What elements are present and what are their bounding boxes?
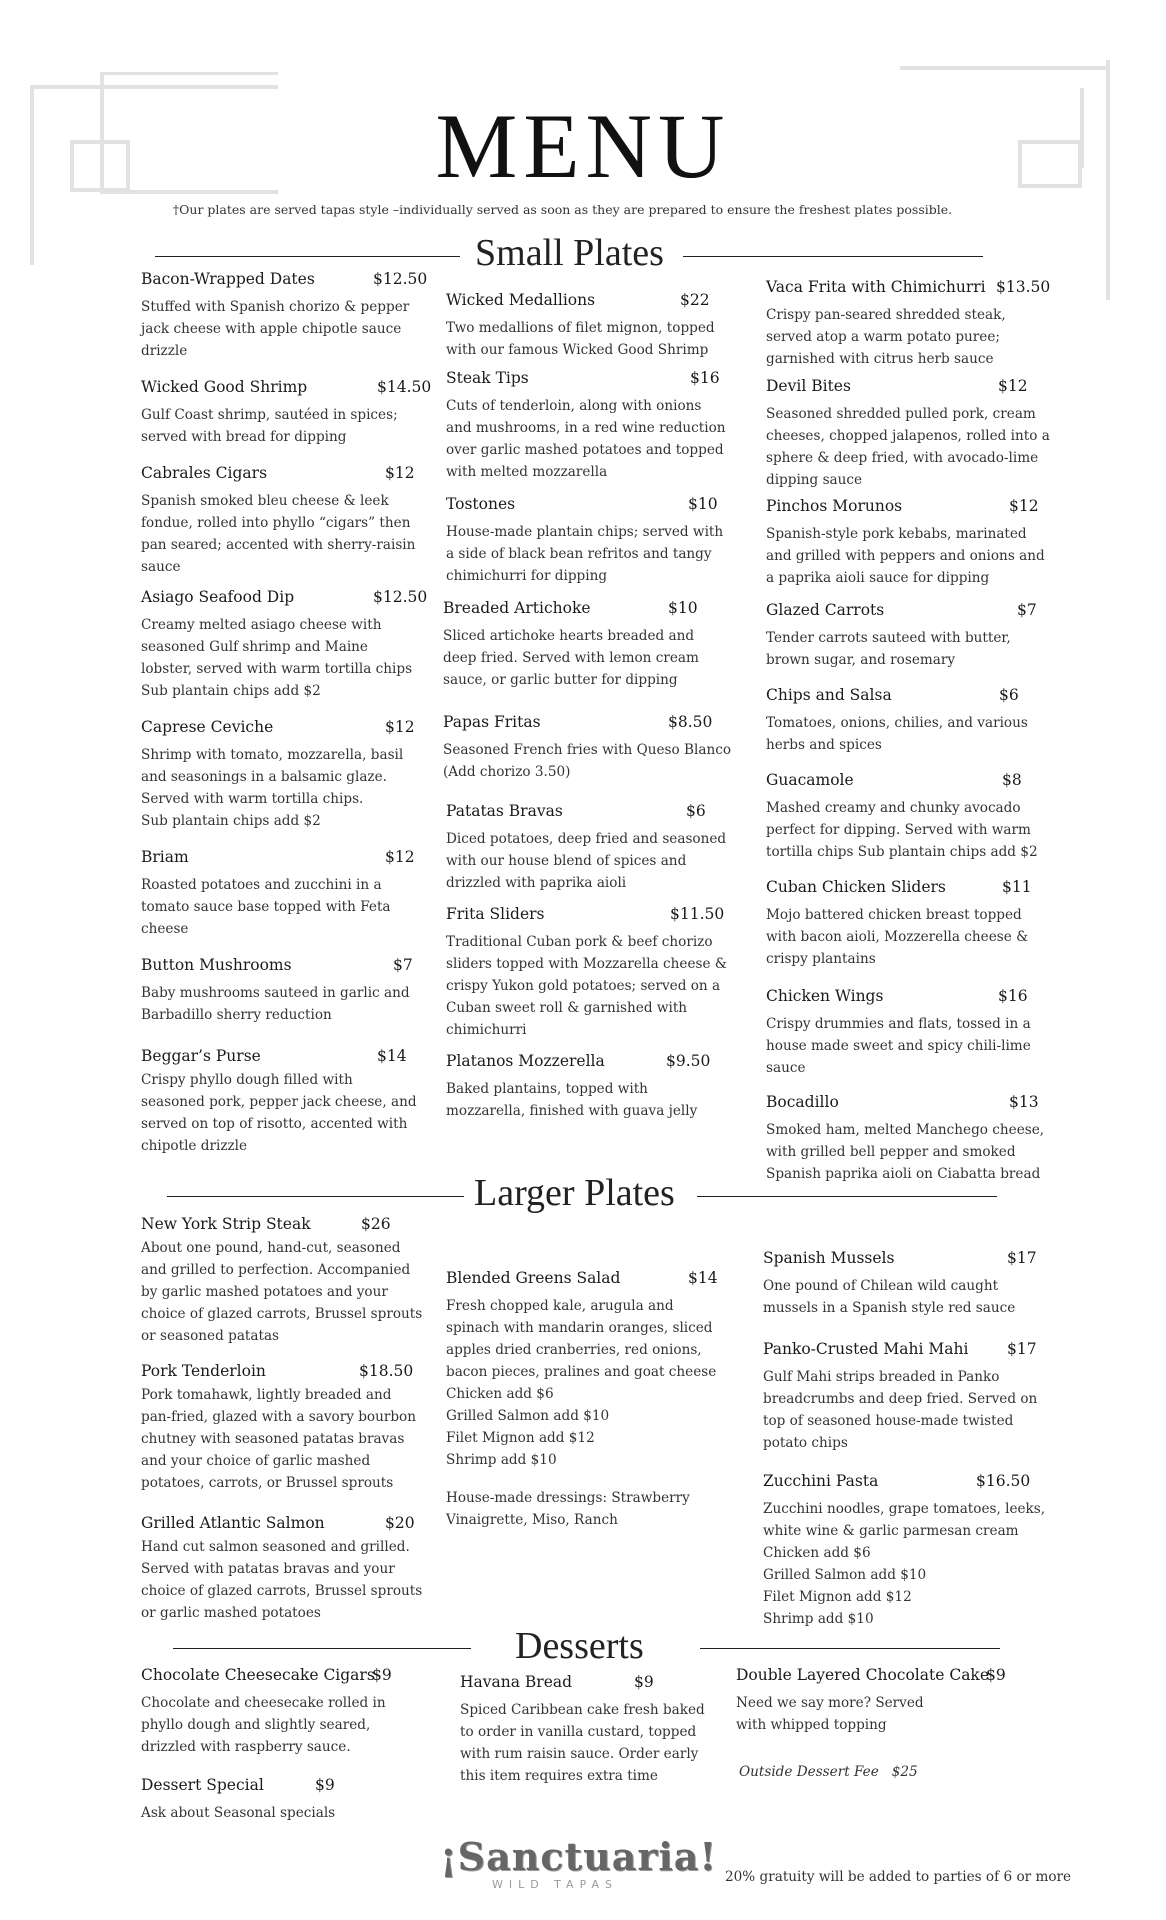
item-description: Mashed creamy and chunky avocado perfect for dipping. Served with warm tortilla chips Sub plantain chips add $2 bbox=[766, 800, 1038, 860]
item-description: Need we say more? Served with whipped topping bbox=[736, 1695, 924, 1733]
item-price: $9 bbox=[372, 1666, 392, 1684]
item-name: Double Layered Chocolate Cake bbox=[736, 1666, 989, 1684]
item-name: Wicked Good Shrimp bbox=[141, 378, 308, 396]
item-description: Gulf Coast shrimp, sautéed in spices; served with bread for dipping bbox=[141, 407, 398, 445]
item-price: $13.50 bbox=[996, 278, 1051, 296]
item-description: Seasoned French fries with Queso Blanco (Add chorizo 3.50) bbox=[443, 742, 732, 780]
menu-item-button-mushrooms bbox=[141, 956, 431, 1026]
divider-line bbox=[173, 1648, 471, 1649]
item-description: Roasted potatoes and zucchini in a tomato sauce base topped with Feta cheese bbox=[141, 877, 391, 937]
section-title: Desserts bbox=[515, 1625, 644, 1667]
menu-item-asiago-seafood-dip bbox=[141, 588, 431, 702]
menu-item-steak-tips bbox=[446, 369, 736, 483]
menu-item-tostones bbox=[446, 495, 736, 587]
item-description: Spanish smoked bleu cheese & leek fondue, rolled into phyllo “cigars” then pan seared; accented with sherry-raisin sauce bbox=[141, 493, 416, 575]
item-price: $11.50 bbox=[670, 905, 725, 923]
item-price: $6 bbox=[999, 686, 1019, 704]
menu-item-blended-greens-salad bbox=[446, 1269, 736, 1471]
item-description: Tomatoes, onions, chilies, and various herbs and spices bbox=[766, 715, 1028, 753]
item-description: Chocolate and cheesecake rolled in phyllo dough and slightly seared, drizzled with raspberry sauce. bbox=[141, 1695, 386, 1755]
item-description: Smoked ham, melted Manchego cheese, with grilled bell pepper and smoked Spanish paprika aioli on Ciabatta bread bbox=[766, 1122, 1045, 1182]
item-description: About one pound, hand-cut, seasoned and grilled to perfection. Accompanied by garlic mashed potatoes and your choice of glazed carrots, Brussel sprouts or seasoned patatas bbox=[141, 1240, 423, 1344]
item-description: Spiced Caribbean cake fresh baked to order in vanilla custard, topped with rum raisin sauce. Order early this item requires extra time bbox=[460, 1702, 705, 1784]
item-name: Briam bbox=[141, 848, 189, 866]
dessert-chocolate-cheesecake-cigars bbox=[141, 1666, 431, 1758]
divider-line bbox=[700, 1648, 1000, 1649]
menu-item-patatas-bravas bbox=[446, 802, 736, 894]
item-description: Tender carrots sauteed with butter, brown sugar, and rosemary bbox=[766, 630, 1011, 668]
item-price: $8 bbox=[1002, 771, 1022, 789]
item-description: Cuts of tenderloin, along with onions and mushrooms, in a red wine reduction over garlic mashed potatoes and topped with melted mozzarella bbox=[446, 398, 726, 480]
item-name: Blended Greens Salad bbox=[446, 1269, 621, 1287]
item-description: Sliced artichoke hearts breaded and deep fried. Served with lemon cream sauce, or garlic butter for dipping bbox=[443, 628, 699, 688]
menu-item-briam bbox=[141, 848, 431, 940]
item-price: $10 bbox=[688, 495, 718, 513]
menu-item-chips-and-salsa bbox=[766, 686, 1056, 756]
fee-label: Outside Dessert Fee bbox=[739, 1764, 879, 1780]
item-name: Button Mushrooms bbox=[141, 956, 292, 974]
item-description: Hand cut salmon seasoned and grilled. Served with patatas bravas and your choice of glazed carrots, Brussel sprouts or garlic mashed potatoes bbox=[141, 1539, 423, 1621]
menu-item-cabrales-cigars bbox=[141, 464, 431, 578]
item-price: $6 bbox=[686, 802, 706, 820]
item-price: $8.50 bbox=[668, 713, 713, 731]
item-description: One pound of Chilean wild caught mussels in a Spanish style red sauce bbox=[763, 1278, 1016, 1316]
menu-item-frita-sliders bbox=[446, 905, 736, 1041]
menu-item-zucchini-pasta bbox=[763, 1472, 1063, 1630]
salad-dressings-note: House-made dressings: Strawberry Vinaigrette, Miso, Ranch bbox=[446, 1490, 690, 1528]
item-name: Glazed Carrots bbox=[766, 601, 885, 619]
item-description: Zucchini noodles, grape tomatoes, leeks, white wine & garlic parmesan cream Chicken add $6 Grilled Salmon add $10 Filet Mignon add $12 Shrimp add $10 bbox=[763, 1501, 1046, 1627]
item-description: Traditional Cuban pork & beef chorizo sliders topped with Mozzarella cheese & crispy Yukon gold potatoes; served on a Cuban sweet roll & garnished with chimichurri bbox=[446, 934, 727, 1038]
item-price: $9 bbox=[634, 1673, 654, 1691]
menu-subtitle: †Our plates are served tapas style –individually served as soon as they are prepared to ensure the freshest plates possible. bbox=[172, 202, 953, 217]
item-price: $20 bbox=[385, 1514, 415, 1532]
item-price: $11 bbox=[1002, 878, 1032, 896]
item-name: Havana Bread bbox=[460, 1673, 573, 1691]
item-name: Cabrales Cigars bbox=[141, 464, 268, 482]
item-name: Patatas Bravas bbox=[446, 802, 563, 820]
item-description: Creamy melted asiago cheese with seasoned Gulf shrimp and Maine lobster, served with warm tortilla chips Sub plantain chips add $2 bbox=[141, 617, 413, 699]
menu-title: MENU bbox=[435, 95, 731, 197]
outside-dessert-fee bbox=[739, 1764, 918, 1780]
item-price: $17 bbox=[1007, 1340, 1037, 1358]
item-price: $16 bbox=[998, 987, 1028, 1005]
item-name: Bacon-Wrapped Dates bbox=[141, 270, 315, 288]
item-price: $9 bbox=[315, 1776, 335, 1794]
item-description: Ask about Seasonal specials bbox=[141, 1805, 336, 1821]
item-price: $14.50 bbox=[377, 378, 432, 396]
menu-item-chicken-wings bbox=[766, 987, 1056, 1079]
menu-item-spanish-mussels bbox=[763, 1249, 1053, 1319]
item-name: Papas Fritas bbox=[443, 713, 541, 731]
menu-item-bocadillo bbox=[766, 1093, 1066, 1185]
item-price: $22 bbox=[680, 291, 710, 309]
item-price: $13 bbox=[1009, 1093, 1039, 1111]
section-title: Larger Plates bbox=[474, 1172, 675, 1214]
menu-item-bacon-wrapped-dates bbox=[141, 270, 431, 362]
divider-line bbox=[683, 256, 983, 257]
item-name: Chicken Wings bbox=[766, 987, 884, 1005]
divider-line bbox=[155, 256, 460, 257]
item-description: Crispy drummies and flats, tossed in a house made sweet and spicy chili-lime sauce bbox=[766, 1016, 1031, 1076]
item-price: $12 bbox=[998, 377, 1028, 395]
logo-wordmark: ¡Sanctuaria! bbox=[440, 1834, 718, 1879]
item-name: Grilled Atlantic Salmon bbox=[141, 1514, 325, 1532]
item-name: Pork Tenderloin bbox=[141, 1362, 266, 1380]
item-name: Asiago Seafood Dip bbox=[141, 588, 295, 606]
menu-item-pinchos-morunos bbox=[766, 497, 1056, 589]
menu-item-wicked-good-shrimp bbox=[141, 378, 441, 448]
menu-item-vaca-frita bbox=[766, 278, 1056, 370]
item-description: Pork tomahawk, lightly breaded and pan-fried, glazed with a savory bourbon chutney with seasoned patatas bravas and your choice of garlic mashed potatoes, carrots, or Brussel sprouts bbox=[141, 1387, 416, 1491]
dessert-double-layered-chocolate-cake bbox=[736, 1666, 1056, 1736]
item-name: Breaded Artichoke bbox=[443, 599, 591, 617]
item-price: $14 bbox=[688, 1269, 718, 1287]
item-name: Cuban Chicken Sliders bbox=[766, 878, 946, 896]
item-price: $12 bbox=[385, 848, 415, 866]
item-price: $7 bbox=[393, 956, 413, 974]
item-name: Guacamole bbox=[766, 771, 854, 789]
item-description: Baked plantains, topped with mozzarella, finished with guava jelly bbox=[446, 1081, 698, 1119]
item-price: $12 bbox=[1009, 497, 1039, 515]
item-name: Panko-Crusted Mahi Mahi bbox=[763, 1340, 969, 1358]
item-price: $10 bbox=[668, 599, 698, 617]
item-name: Vaca Frita with Chimichurri bbox=[766, 278, 986, 296]
menu-item-wicked-medallions bbox=[446, 291, 736, 361]
item-name: Chips and Salsa bbox=[766, 686, 892, 704]
item-name: Devil Bites bbox=[766, 377, 851, 395]
menu-item-cuban-chicken-sliders bbox=[766, 878, 1056, 970]
item-description: Two medallions of filet mignon, topped with our famous Wicked Good Shrimp bbox=[446, 320, 715, 358]
item-description: Baby mushrooms sauteed in garlic and Barbadillo sherry reduction bbox=[141, 985, 410, 1023]
menu-item-caprese-ceviche bbox=[141, 718, 431, 832]
divider-line bbox=[697, 1196, 997, 1197]
item-name: Wicked Medallions bbox=[446, 291, 596, 309]
menu-item-guacamole bbox=[766, 771, 1056, 863]
item-name: Frita Sliders bbox=[446, 905, 545, 923]
desserts-header bbox=[0, 1627, 1166, 1667]
item-price: $17 bbox=[1007, 1249, 1037, 1267]
logo-tagline: WILD TAPAS bbox=[491, 1878, 619, 1891]
item-price: $14 bbox=[377, 1047, 407, 1065]
item-price: $16.50 bbox=[976, 1472, 1031, 1490]
item-name: Pinchos Morunos bbox=[766, 497, 903, 515]
item-price: $16 bbox=[690, 369, 720, 387]
item-description: House-made plantain chips; served with a side of black bean refritos and tangy chimichurri for dipping bbox=[446, 524, 724, 584]
menu-item-papas-fritas bbox=[443, 713, 733, 783]
item-price: $18.50 bbox=[359, 1362, 414, 1380]
item-price: $9 bbox=[986, 1666, 1006, 1684]
menu-item-breaded-artichoke bbox=[443, 599, 733, 691]
item-price: $12.50 bbox=[373, 270, 428, 288]
menu-item-pork-tenderloin bbox=[141, 1362, 431, 1494]
item-description: Crispy pan-seared shredded steak, served atop a warm potato puree; garnished with citrus herb sauce bbox=[766, 307, 1006, 367]
item-name: New York Strip Steak bbox=[141, 1215, 311, 1233]
menu-item-grilled-atlantic-salmon bbox=[141, 1514, 431, 1624]
item-name: Bocadillo bbox=[766, 1093, 839, 1111]
menu-item-panko-crusted-mahi-mahi bbox=[763, 1340, 1053, 1454]
item-description: Gulf Mahi strips breaded in Panko breadcrumbs and deep fried. Served on top of seasoned house-made twisted potato chips bbox=[763, 1369, 1038, 1451]
dessert-special bbox=[141, 1776, 431, 1824]
item-description: Mojo battered chicken breast topped with bacon aioli, Mozzerella cheese & crispy plantains bbox=[766, 907, 1029, 967]
item-description: Fresh chopped kale, arugula and spinach with mandarin oranges, sliced apples dried cranberries, red onions, bacon pieces, pralines and goat cheese Chicken add $6 Grilled Salmon add $10 Filet Mignon add $12 Shrimp add $10 bbox=[446, 1298, 717, 1468]
item-name: Platanos Mozzerella bbox=[446, 1052, 605, 1070]
item-name: Beggar’s Purse bbox=[141, 1047, 261, 1065]
item-price: $12.50 bbox=[373, 588, 428, 606]
item-price: $9.50 bbox=[666, 1052, 711, 1070]
item-name: Chocolate Cheesecake Cigars bbox=[141, 1666, 375, 1684]
small-plates-header bbox=[0, 234, 1166, 274]
item-name: Dessert Special bbox=[141, 1776, 264, 1794]
item-description: Crispy phyllo dough filled with seasoned pork, pepper jack cheese, and served on top of risotto, accented with chipotle drizzle bbox=[141, 1072, 417, 1154]
menu-item-platanos-mozzerella bbox=[446, 1052, 736, 1122]
gratuity-note: 20% gratuity will be added to parties of 6 or more bbox=[725, 1869, 1072, 1885]
item-description: Spanish-style pork kebabs, marinated and grilled with peppers and onions and a paprika aioli sauce for dipping bbox=[766, 526, 1045, 586]
item-name: Spanish Mussels bbox=[763, 1249, 895, 1267]
section-title: Small Plates bbox=[475, 232, 664, 274]
item-name: Zucchini Pasta bbox=[763, 1472, 879, 1490]
item-name: Steak Tips bbox=[446, 369, 529, 387]
restaurant-logo bbox=[440, 1834, 718, 1891]
item-name: Caprese Ceviche bbox=[141, 718, 274, 736]
item-description: Shrimp with tomato, mozzarella, basil and seasonings in a balsamic glaze. Served with warm tortilla chips. Sub plantain chips add $2 bbox=[141, 747, 404, 829]
item-price: $12 bbox=[385, 464, 415, 482]
item-price: $7 bbox=[1017, 601, 1037, 619]
menu-item-glazed-carrots bbox=[766, 601, 1056, 671]
fee-price: $25 bbox=[891, 1764, 918, 1780]
divider-line bbox=[167, 1196, 464, 1197]
item-description: Seasoned shredded pulled pork, cream cheeses, chopped jalapenos, rolled into a sphere & deep fried, with avocado-lime dipping sauce bbox=[766, 406, 1050, 488]
menu-item-new-york-strip-steak bbox=[141, 1215, 431, 1347]
menu-item-devil-bites bbox=[766, 377, 1056, 491]
menu-item-beggars-purse bbox=[141, 1047, 431, 1157]
item-price: $12 bbox=[385, 718, 415, 736]
item-price: $26 bbox=[361, 1215, 391, 1233]
item-name: Tostones bbox=[446, 495, 516, 513]
item-description: Stuffed with Spanish chorizo & pepper jack cheese with apple chipotle sauce drizzle bbox=[141, 299, 410, 359]
item-description: Diced potatoes, deep fried and seasoned with our house blend of spices and drizzled with paprika aioli bbox=[446, 831, 727, 891]
dessert-havana-bread bbox=[460, 1673, 750, 1787]
